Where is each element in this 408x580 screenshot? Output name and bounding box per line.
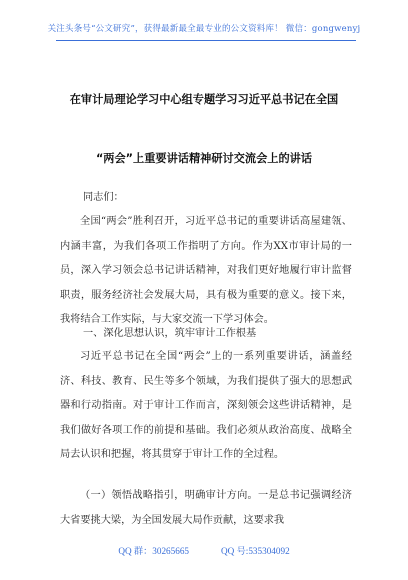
header-banner: 关注头条号“公文研究”，获得最新最全最专业的公文资料库！ 微信：gongwenyj — [47, 24, 361, 34]
body-paragraph-section-1: 习近平总书记在全国“两会”上的一系列重要讲话，涵盖经济、科技、教育、民生等多个领域，为我们提供了强大的思想武器和行动指南。对于审计工作而言，深刻领会这些讲话精神，是我们做好各项工作的前提和基础。我们必须从政治高度、战略全局去认识和把握，将其贯穿于审计工作的全过程。 — [60, 351, 352, 461]
header-divider — [56, 40, 356, 41]
footer — [0, 543, 408, 557]
footer-qq-number: QQ 号:535304092 — [221, 546, 290, 556]
salutation: 同志们： — [83, 192, 124, 203]
body-paragraph-intro: 全国“两会”胜利召开，习近平总书记的重要讲话高屋建瓴、内涵丰富，为我们各项工作指明了方向。作为XX市审计局的一员，深入学习领会总书记讲话精神，对我们更好地履行审计监督职责，服务经济社会发展大局，具有极为重要的意义。接下来，我将结合工作实际，与大家交流一下学习体会。 — [60, 216, 352, 326]
document-title-line-2: “两会”上重要讲话精神研讨交流会上的讲话 — [95, 152, 313, 165]
body-paragraph-subsection-1: （一）领悟战略指引，明确审计方向。一是总书记强调经济大省要挑大梁，为全国发展大局作贡献，这要求我 — [60, 490, 352, 526]
document-title-line-1: 在审计局理论学习中心组专题学习习近平总书记在全国 — [69, 93, 339, 106]
section-heading-1: 一、深化思想认识，筑牢审计工作根基 — [83, 328, 257, 339]
footer-qq-group: QQ 群：30265665 — [118, 546, 190, 556]
